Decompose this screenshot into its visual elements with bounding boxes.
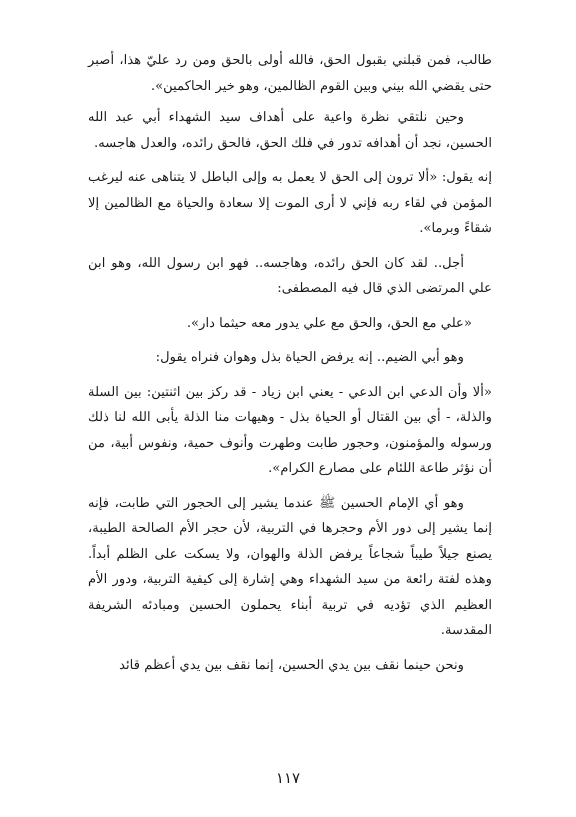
paragraph-4: أجل.. لقد كان الحق رائده، وهاجسه.. فهو ابن رسول الله، وهو ابن علي المرتضى الذي قال فيه المصطفى: (88, 255, 492, 296)
paragraph-1: طالب، فمن قبلني بقبول الحق، فالله أولى بالحق ومن رد عليّ هذا، أصبر حتى يقضي الله بيني وبين القوم الظالمين، وهو خير الحاكمين». (88, 53, 492, 94)
paragraph-5: وهو أبي الضيم.. إنه يرفض الحياة بذل وهوان فنراه يقول: (155, 350, 464, 365)
paragraph-7: ونحن حينما نقف بين يدي الحسين، إنما نقف بين يدي أعظم قائد (119, 657, 464, 673)
paragraph-6: وهو أي الإمام الحسين ﷺ عندما يشير إلى الحجور التي طابت، فإنه إنما يشير إلى دور الأم وحجرها في التربية، لأن حجر الأم الصالحة الطيبة، يصنع جيلاً طيباً شجاعاً يرفض الذلة والهوان، ولا يسكت على الظلم أبداً. وهذه لفتة رائعة من سيد الشهداء وهي إشارة إلى كيفية التربية، ودور الأم العظيم الذي تؤديه في تربية أبناء يحملون الحسين ومبادئه الشريفة المقدسة. (88, 495, 492, 638)
paragraph-2: وحين نلتقي نظرة واعية على أهداف سيد الشهداء أبي عبد الله الحسين، نجد أن أهدافه تدور في فلك الحق، فالحق رائده، والعدل هاجسه. (88, 110, 492, 151)
page-number: ١١٧ (275, 769, 301, 787)
paragraph-3: إنه يقول: «ألا ترون إلى الحق لا يعمل به وإلى الباطل لا يتناهى عنه ليرغب المؤمن في لقاء ربه فإني لا أرى الموت إلا سعادة والحياة مع الظالمين إلا شقاءً وبرما». (88, 170, 492, 236)
quote-al-husayn: «ألا وأن الدعي ابن الدعي - يعني ابن زياد - قد ركز بين اثنتين: بين السلة والذلة، - أي بين القتال أو الحياة بذل - وهيهات منا الذلة يأبى الله لنا ذلك ورسوله والمؤمنون، وحجور طابت وطهرت وأنوف حمية، ونفوس أبية، من أن نؤثر طاعة اللئام على مصارع الكرام». (88, 384, 492, 476)
quote-ali-with-truth: «علي مع الحق، والحق مع علي يدور معه حيثما دار». (186, 315, 472, 331)
page-body (88, 48, 492, 687)
